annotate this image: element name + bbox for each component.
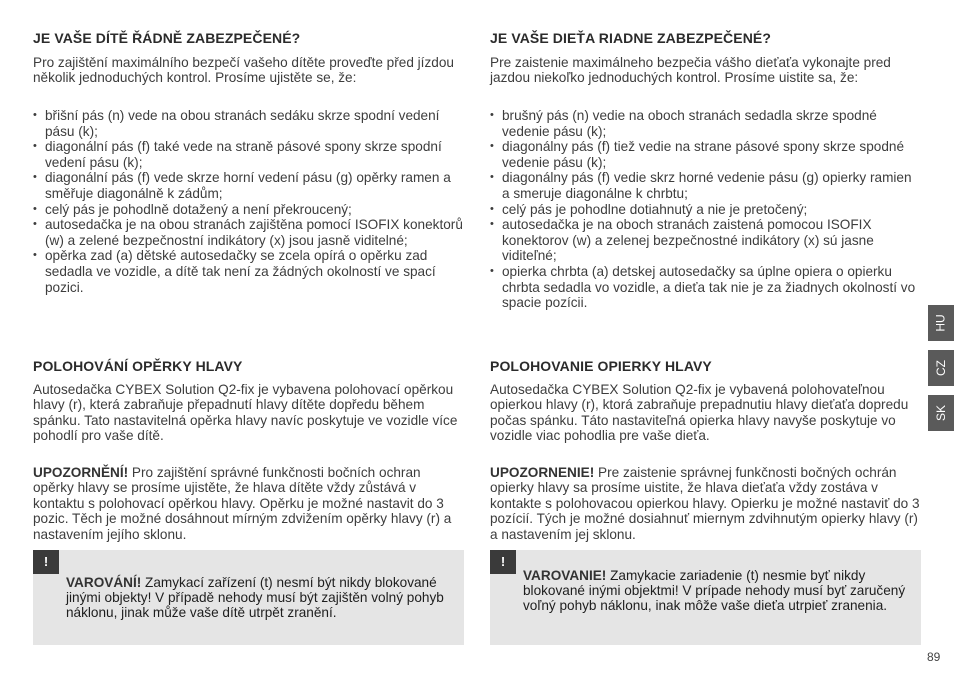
warning-text: Zamykacie zariadenie (t) nesmie byť nikdy blokované inými objektmi! V prípade nehody musí byť zaručený voľný pohyb náklonu, inak môže vaše dieťa utrpieť zranenia.	[523, 568, 906, 614]
warning-paragraph	[523, 568, 911, 614]
language-tab-hu[interactable]	[928, 305, 954, 341]
heading-headrest: POLOHOVANIE OPIERKY HLAVY	[490, 358, 712, 374]
headrest-paragraph: Autosedačka CYBEX Solution Q2-fix je vybavena polohovací opěrkou hlavy (r), která zabraňuje přepadnutí hlavy dítěte dopředu během spánku. Tato nastavitelná opěrka hlavy navíc poskytuje ve vozidle více pohodlí pro vaše dítě.	[33, 382, 458, 444]
notice-text: Pro zajištění správné funkčnosti bočních ochran opěrky hlavy se prosíme ujistěte, že hlava dítěte vždy zůstává v kontaktu s polohovací opěrkou hlavy. Opěrku je možné nastavit do 3 pozic. Těch je možné dosáhnout mírným zdvižením opěrky hlavy (r) a nastavením jejího sklonu.	[33, 465, 452, 542]
notice-paragraph	[33, 465, 463, 542]
notice-label: UPOZORNENIE!	[490, 465, 595, 480]
list-item: • opěrka zad (a) dětské autosedačky se zcela opírá o opěrku zad sedadla ve vozidle, a dítě tak není za žádných okolností ve spací pozici.	[33, 248, 463, 295]
warning-box	[33, 550, 464, 645]
warning-label: VAROVÁNÍ!	[66, 575, 142, 590]
notice-label: UPOZORNĚNÍ!	[33, 465, 129, 480]
list-item: • diagonální pás (f) vede skrze horní vedení pásu (g) opěrky ramen a směřuje diagonálně k zádům;	[33, 170, 463, 201]
warning-paragraph	[66, 575, 454, 621]
exclamation-icon: !	[33, 550, 59, 574]
headrest-paragraph: Autosedačka CYBEX Solution Q2-fix je vybavená polohovateľnou opierkou hlavy (r), ktorá zabraňuje prepadnutiu hlavy dieťaťa dopredu počas spánku. Táto nastaviteľná opierka hlavy navyše poskytuje vo vozidle viac pohodlia pre vaše dieťa.	[490, 382, 909, 444]
list-item: • diagonální pás (f) také vede na straně pásové spony skrze spodní vedení pásu (k);	[33, 139, 463, 170]
list-item: • celý pás je pohodlně dotažený a není překroucený;	[33, 202, 463, 218]
list-item: • břišní pás (n) vede na obou stranách sedáku skrze spodní vedení pásu (k);	[33, 108, 463, 139]
intro-paragraph: Pre zaistenie maximálneho bezpečia vášho dieťaťa vykonajte pred jazdou niekoľko jednoduchých kontrol. Prosíme uistite sa, že:	[490, 55, 891, 86]
notice-paragraph	[490, 465, 920, 542]
list-item: • autosedačka je na oboch stranách zaistená pomocou ISOFIX konektorov (w) a zelenej bezpečnostné indikátory (x) sú jasne viditeľné;	[490, 217, 920, 264]
intro-paragraph: Pro zajištění maximálního bezpečí vašeho dítěte proveďte před jízdou několik jednoduchých kontrol. Prosíme ujistěte se, že:	[33, 55, 454, 86]
exclamation-icon: !	[490, 550, 516, 574]
warning-label: VAROVANIE!	[523, 568, 607, 583]
list-item: • opierka chrbta (a) detskej autosedačky sa úplne opiera o opierku chrbta sedadla vo vozidle, a dieťa tak nie je za žiadnych okolností vo spacie pozícii.	[490, 264, 920, 311]
list-item: • diagonálny pás (f) vedie skrz horné vedenie pásu (g) opierky ramien a smeruje diagonálne k chrbtu;	[490, 170, 920, 201]
list-item: • celý pás je pohodlne dotiahnutý a nie je pretočený;	[490, 202, 920, 218]
language-tab-label: CZ	[934, 360, 948, 376]
heading-child-secured: JE VAŠE DÍTĚ ŘÁDNĚ ZABEZPEČENÉ?	[33, 30, 301, 46]
notice-text: Pre zaistenie správnej funkčnosti bočných ochrán opierky hlavy sa prosíme uistite, že hlava dieťaťa vždy zostáva v kontakte s polohovacou opierkou hlavy. Opierku je možné nastaviť do 3 pozícií. Tých je možné dosiahnuť miernym zdvihnutým opierky hlavy (r) a nastavením jej sklonu.	[490, 465, 920, 542]
page-number: 89	[927, 650, 941, 664]
warning-text: Zamykací zařízení (t) nesmí být nikdy blokované jinými objekty! V případě nehody musí být zajištěn volný pohyb náklonu, jinak může vaše dítě utrpět zranění.	[66, 575, 444, 621]
list-item: • brušný pás (n) vedie na oboch stranách sedadla skrze spodné vedenie pásu (k);	[490, 108, 920, 139]
language-tab-cz[interactable]	[928, 350, 954, 386]
list-item: • autosedačka je na obou stranách zajištěna pomocí ISOFIX konektorů (w) a zelené bezpečnostní indikátory (x) jsou jasně viditelné;	[33, 217, 463, 248]
warning-box	[490, 550, 921, 645]
list-item: • diagonálny pás (f) tiež vedie na strane pásové spony skrze spodné vedenie pásu (k);	[490, 139, 920, 170]
checklist	[490, 108, 920, 311]
checklist	[33, 108, 463, 295]
language-tab-sk[interactable]	[928, 395, 954, 431]
heading-headrest: POLOHOVÁNÍ OPĚRKY HLAVY	[33, 358, 243, 374]
language-tab-label: HU	[934, 314, 948, 332]
heading-child-secured: JE VAŠE DIEŤA RIADNE ZABEZPEČENÉ?	[490, 30, 772, 46]
language-tab-label: SK	[933, 404, 948, 422]
